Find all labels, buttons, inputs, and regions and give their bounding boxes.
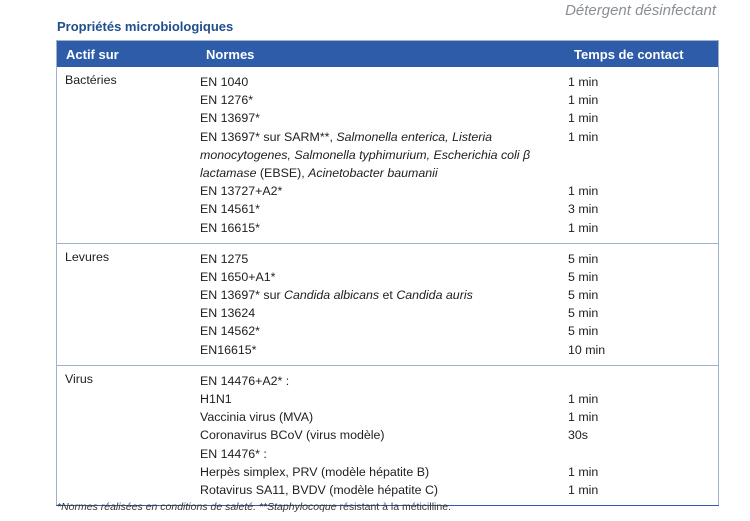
normes-cell (200, 243, 568, 365)
contact-time: 1 min (568, 93, 599, 108)
norme-mid: et (379, 288, 397, 303)
column-header-temps: Temps de contact (568, 41, 719, 68)
norme-item: EN 14476* : (200, 446, 267, 461)
norme-item: Vaccinia virus (MVA) (200, 410, 314, 425)
norme-item: EN 1276* (200, 93, 254, 108)
footnote-part3: résistant à la méticilline. (336, 501, 451, 513)
norme-item-detailed (200, 286, 568, 304)
norme-prefix: EN 13697* sur (200, 288, 285, 303)
contact-time: 1 min (568, 111, 599, 126)
footnote-part1: *Normes réalisées en conditions de saleté. ** (57, 501, 268, 513)
group-levures (57, 243, 719, 365)
contact-time: 1 min (568, 220, 599, 235)
norme-item: EN 14561* (200, 202, 260, 217)
contact-time: 5 min (568, 269, 599, 284)
norme-item: EN 1650+A1* (200, 269, 276, 284)
actif-label: Virus (65, 371, 94, 386)
norme-mid: (EBSE), (256, 165, 309, 180)
species-list: Salmonella enterica, Listeria monocytogenes, Salmonella typhimurium, Escherichia coli β lactamase (200, 129, 531, 180)
table-header (57, 41, 719, 68)
norme-item: EN 14476+A2* : (200, 373, 290, 388)
normes-cell (200, 365, 568, 505)
temps-cell (568, 365, 719, 505)
footnote (57, 501, 451, 513)
norme-prefix: EN 13697* sur SARM**, (200, 129, 337, 144)
contact-time: 5 min (568, 251, 599, 266)
norme-item: EN 1275 (200, 251, 249, 266)
species-name: Candida albicans (284, 288, 380, 303)
group-virus (57, 365, 719, 505)
species-name: Candida auris (396, 288, 473, 303)
norme-item-detailed (200, 128, 540, 183)
norme-item: EN 13727+A2* (200, 184, 283, 199)
footnote-species: Staphylocoque (267, 501, 337, 513)
column-header-normes: Normes (200, 41, 568, 68)
norme-item: Herpès simplex, PRV (modèle hépatite B) (200, 464, 430, 479)
contact-time: 1 min (568, 482, 599, 497)
norme-item: EN 14562* (200, 324, 260, 339)
contact-time (568, 445, 718, 463)
normes-cell (200, 67, 568, 243)
contact-time: 1 min (568, 75, 599, 89)
contact-time: 10 min (568, 342, 606, 357)
contact-time: 1 min (568, 464, 599, 479)
contact-time: 1 min (568, 392, 599, 407)
actif-label: Levures (65, 249, 110, 264)
norme-item: EN 16615* (200, 220, 260, 235)
norme-item: EN 13697* (200, 111, 260, 126)
section-title: Propriétés microbiologiques (57, 19, 234, 34)
actif-label: Bactéries (65, 73, 117, 87)
contact-time: 1 min (568, 129, 599, 144)
species-name: Acinetobacter baumanii (308, 165, 438, 180)
contact-time (568, 372, 718, 390)
norme-item: H1N1 (200, 392, 232, 407)
contact-time: 5 min (568, 324, 599, 339)
contact-time: 3 min (568, 202, 599, 217)
document-type-label: Détergent désinfectant (565, 2, 716, 19)
temps-cell (568, 67, 719, 243)
norme-item: EN 13624 (200, 306, 256, 321)
norme-item: Coronavirus BCoV (virus modèle) (200, 428, 385, 443)
column-header-actif: Actif sur (57, 41, 201, 68)
contact-time: 5 min (568, 306, 599, 321)
norme-item: EN 1040 (200, 75, 249, 89)
contact-time: 5 min (568, 288, 599, 303)
contact-time: 30s (568, 428, 588, 443)
group-bacteries (57, 67, 719, 243)
norme-item: Rotavirus SA11, BVDV (modèle hépatite C) (200, 482, 439, 497)
contact-time: 1 min (568, 410, 599, 425)
norme-item: EN16615* (200, 342, 257, 357)
temps-cell (568, 243, 719, 365)
contact-time: 1 min (568, 184, 599, 199)
microbiological-properties-table (56, 40, 719, 506)
